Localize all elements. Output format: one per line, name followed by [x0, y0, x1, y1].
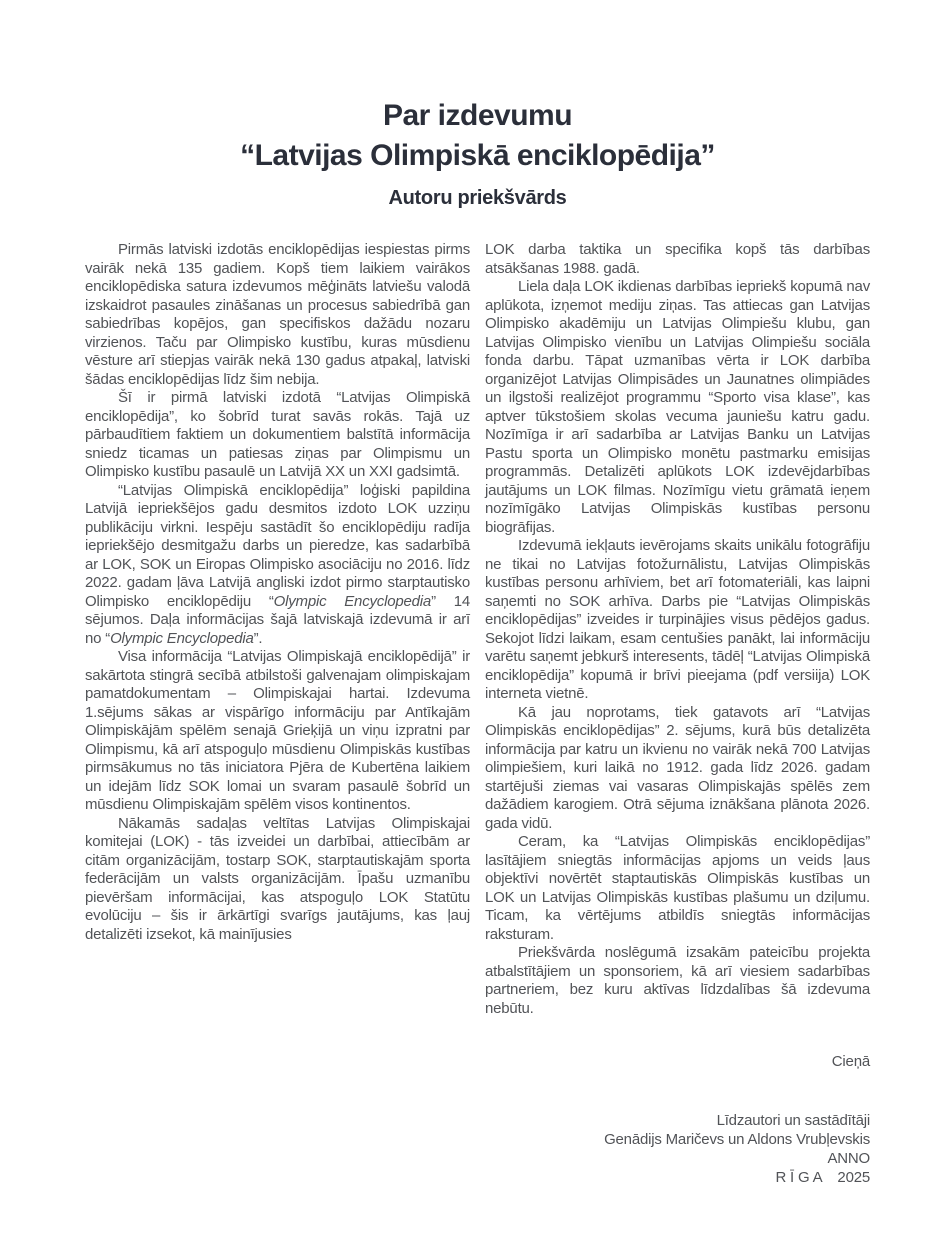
italic-text: Olympic Encyclopedia: [110, 629, 254, 647]
text-run: Kā jau noprotams, tiek gatavots arī “Latvijas Olimpiskās enciklopēdijas” 2. sējums, kurā būs detalizēta informācija par katru un ikvienu no vairāk nekā 700 Latvijas olimpiešiem, kuri laikā no 1912. gada līdz 2026. gadam startējuši ziemas vai vasaras Olimpiskajās spēlēs zem dažādiem karogiem. Otrā sējuma iznākšana plānota 2026. gada vidū.: [485, 703, 870, 832]
column-left: [85, 241, 470, 1018]
closing-block: [85, 1052, 870, 1187]
text-run: Šī ir pirmā latviski izdotā “Latvijas Olimpiskā enciklopēdija”, ko šobrīd turat savās rokās. Tajā uz pārbaudītiem faktiem un dokumentiem balstītā informācija sniedz ticamas un patiesas ziņas par Olimpismu un Olimpisko kustību pasaulē un Latvijā XX un XXI gadsimtā.: [85, 389, 470, 480]
text-run: Pirmās latviski izdotās enciklopēdijas iespiestas pirms vairāk nekā 135 gadiem. Kopš tiem laikiem vairākos enciklopēdiska satura izdevumos mēģināts latviešu valodā izskaidrot pasaules zināšanas un procesus sabiedrībā gan sabiedrības kopējos, gan specifiskos dažādu nozaru virzienos. Taču par Olimpisko kustību, kuras mūsdienu vēsture arī stiepjas vairāk nekā 130 gadus atpakaļ, latviski šādas enciklopēdijas līdz šim nebija.: [85, 241, 470, 388]
title-block: [85, 96, 870, 211]
signature-line: Līdzautori un sastādītāji: [716, 1112, 870, 1129]
text-run: ” 14 sējumos. Daļa informācijas šajā latviskajā izdevumā ir arī no “: [85, 592, 470, 647]
signature-block: [85, 1111, 870, 1187]
signature-line: Genādijs Maričevs un Aldons Vrubļevskis: [604, 1131, 870, 1148]
text-run: Nākamās sadaļas veltītas Latvijas Olimpiskajai komitejai (LOK) - tās izveidei un darbībai, attiecībām ar citām organizācijām, tostarp SOK, starptautiskajām sporta federācijām un valsts organizācijām. Īpašu uzmanību pievēršam informācijai, kas atspoguļo LOK Statūtu evolūciju – šis ir ārkārtīgi svarīgs jautājums, kas ļauj detalizēti izsekot, kā mainījusies: [85, 814, 470, 943]
paragraph: [85, 241, 470, 389]
paragraph: [485, 278, 870, 537]
page-title-line-1: Par izdevumu: [382, 99, 573, 132]
italic-text: Olympic Encyclopedia: [273, 592, 432, 610]
text-run: Ceram, ka “Latvijas Olimpiskās enciklopēdijas” lasītājiem sniegtās informācijas apjoms un veids ļaus objektīvi novērtēt staptautiskās Olimpiskās kustības un LOK un Latvijas Olimpiskās kustības plašumu un dziļumu. Ticam, ka vērtējums atbildīs sniegtās informācijas raksturam.: [485, 833, 870, 943]
text-run: Izdevumā iekļauts ievērojams skaits unikālu fotogrāfiju ne tikai no Latvijas fotožurnālistu, Latvijas Olimpiskās kustības personu arhīviem, bet arī fotomateriāli, kas laipni saņemti no SOK arhīva. Darbs pie “Latvijas Olimpiskās enciklopēdijas” izveides ir turpinājies visus pēdējos gadus. Sekojot līdzi laikam, esam centušies panākt, lai informāciju varētu saņemt jebkurš interesents, tādēļ “Latvijas Olimpiskā enciklopēdija” kopumā ir brīvi pieejama (pdf versiija) LOK interneta vietnē.: [485, 537, 870, 702]
text-run: “Latvijas Olimpiskā enciklopēdija” loģiski papildina Latvijā iepriekšējos gadu desmitos izdoto LOK uzziņu publikāciju virkni. Iespēju sastādīt šo enciklopēdiju radīja iepriekšējo desmitgažu darbs un pieredze, kas sadarbībā ar LOK, SOK un Eiropas Olimpisko asociāciju no 2016. līdz 2022. gadam ļāva Latvijā angliski izdot pirmo starptautisko Olimpisko enciklopēdiju “: [85, 481, 470, 610]
text-run: Liela daļa LOK ikdienas darbības iepriekš kopumā nav aplūkota, izņemot mediju ziņas. Tas attiecas gan Latvijas Olimpisko akadēmiju un Latvijas Olimpiešu klubu, gan Latvijas Olimpisko vienību un Latvijas Olimpiešu sociāla fonda darbu. Tāpat uzmanības vērta ir LOK darbība organizējot Latvijas Olimpisādes un Jaunatnes olimpiādes un ilgstoši realizējot programmu “Sporto visa klase”, kas aptver tūkstošiem skolas vecuma jauniešu katru gadu. Nozīmīga ir arī sadarbība ar Latvijas Banku un Latvijas Pastu sporta un Olimpisko monētu pastmarku emisijas programmās. Detalizēti aplūkots LOK izdevējdarbības jautājums un LOK filmas. Nozīmīgu vietu grāmatā ieņem nozīmīgāko Latvijas Olimpiskās kustības personu biogrāfijas.: [485, 278, 870, 536]
paragraph: [85, 648, 470, 815]
signature-line: ANNO: [827, 1150, 870, 1167]
paragraph: [485, 537, 870, 704]
paragraph: [485, 704, 870, 834]
closing-salutation: Cieņā: [831, 1053, 870, 1070]
article-body: [85, 241, 870, 1018]
page-subtitle: Autoru priekšvārds: [388, 187, 567, 209]
page-title: [85, 96, 870, 176]
paragraph: [485, 944, 870, 1018]
signature-line: R Ī G A 2025: [775, 1169, 870, 1186]
text-run: Visa informācija “Latvijas Olimpiskajā enciklopēdijā” ir sakārtota stingrā secībā atbilstoši galvenajam olimpiskajam pamatdokumentam – Olimpiskajai hartai. Izdevuma 1.sējums sākas ar vispārīgo informāciju par Antīkajām Olimpiskājām spēlēm senajā Grieķijā un viņu izpratni par Olimpismu, kā arī atspoguļo mūsdienu Olimpiskās kustības pirmsākumus no tās iniciatora Pjēra de Kubertēna laikiem un idejām līdz SOK lomai un svaram pasaulē šobrīd un mūsdienu Olimpiskajām spēlēm visos kontinentos.: [85, 648, 470, 813]
paragraph: [85, 482, 470, 649]
paragraph: [485, 833, 870, 944]
page-title-line-2: “Latvijas Olimpiskā enciklopēdija”: [240, 139, 715, 172]
text-run: LOK darba taktika un specifika kopš tās darbības atsākšanas 1988. gadā.: [485, 241, 870, 277]
text-run: ”.: [253, 629, 263, 647]
paragraph: [85, 815, 470, 945]
paragraph: [485, 241, 870, 278]
text-run: Priekšvārda noslēgumā izsakām pateicību projekta atbalstītājiem un sponsoriem, kā arī viesiem sadarbības partneriem, bez kuru aktīvas līdzdalības šā izdevuma nebūtu.: [485, 944, 870, 1017]
column-right: [485, 241, 870, 1018]
paragraph: [85, 389, 470, 482]
